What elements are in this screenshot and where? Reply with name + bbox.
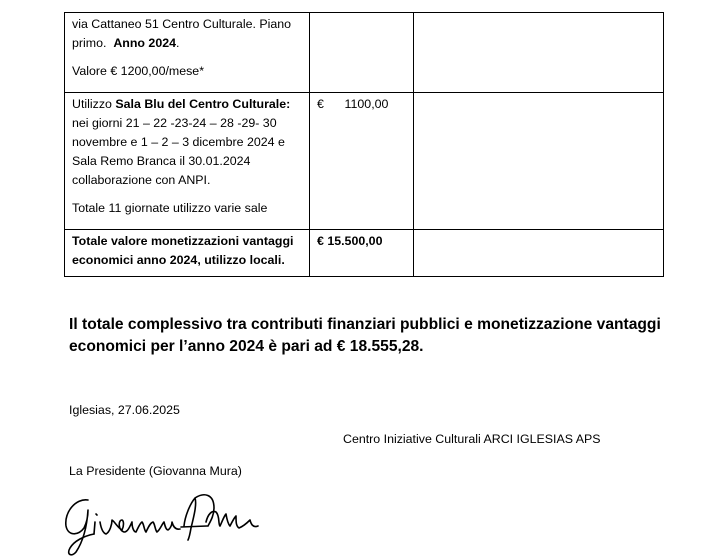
handwritten-signature-icon [60,478,260,557]
row-extra [414,13,664,93]
summary-total-text: Il totale complessivo tra contributi finanziari pubblici e monetizzazione vantaggi economici per l’anno 2024 è pari ad € 18.555,28. [69,316,661,355]
row-description: Utilizzo Sala Blu del Centro Culturale: nei giorni 21 – 22 -23-24 – 28 -29- 30 novembre e 1 – 2 – 3 dicembre 2024 e Sala Remo Branca il 30.01.2024 collaborazione con ANPI. Totale 11 giornate utilizzo varie sale [65,93,310,230]
organization-name: Centro Iniziative Culturali ARCI IGLESIAS APS [343,432,601,446]
row-room-name: Sala Blu del Centro Culturale: [115,97,291,111]
table-row [65,93,664,230]
row-floor-text: primo. [72,36,107,50]
table-row [65,13,664,93]
row-value-note: Valore € 1200,00/mese* [72,64,205,78]
total-label: Totale valore monetizzazioni vantaggi economici anno 2024, utilizzo locali. [65,230,310,277]
row-amount: € 1100,00 [310,93,414,230]
monetization-table [64,12,664,277]
row-amount [310,13,414,93]
row-year-text: Anno 2024 [113,36,176,50]
total-amount: € 15.500,00 [310,230,414,277]
row-address-line: via Cattaneo 51 Centro Culturale. Piano [72,17,292,31]
place-date: Iglesias, 27.06.2025 [69,403,180,417]
president-label: La Presidente (Giovanna Mura) [69,464,242,478]
row-extra [414,230,664,277]
row-days-note: Totale 11 giornate utilizzo varie sale [72,201,268,215]
row-description: via Cattaneo 51 Centro Culturale. Piano primo. Anno 2024. Valore € 1200,00/mese* [65,13,310,93]
row-extra [414,93,664,230]
table-row [65,230,664,277]
